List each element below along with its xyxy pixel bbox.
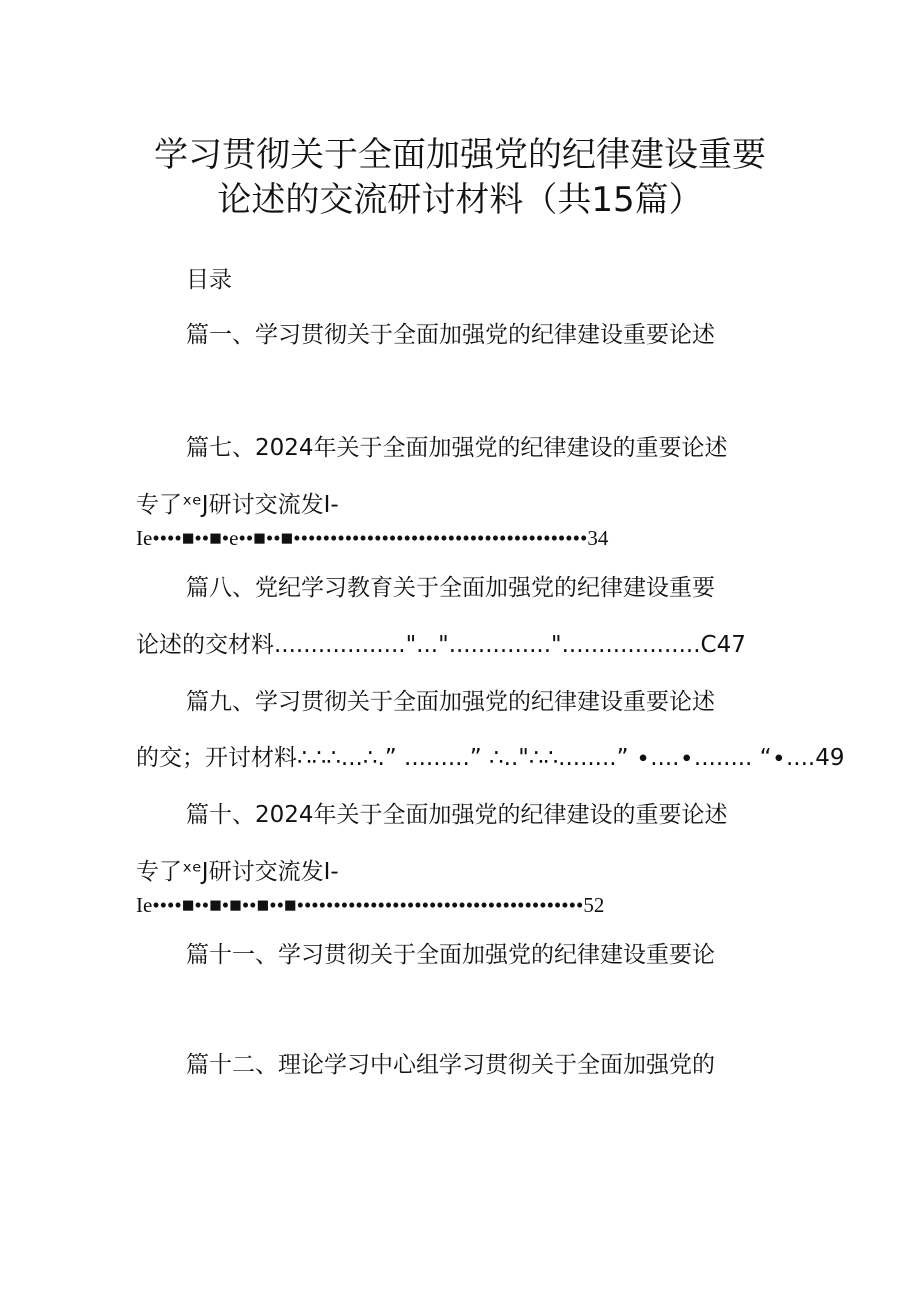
toc-entry: 篇十、2024年关于全面加强党的纪律建设的重要论述 [186, 802, 728, 828]
toc-entry-continuation: 的交；开讨材料∴∴∴...∴.” .........” ∴.."∴∴........” ∙....∙........ “∙....49 [136, 745, 845, 771]
toc-entry: 篇七、2024年关于全面加强党的纪律建设的重要论述 [186, 435, 728, 461]
document-title-line-1: 学习贯彻关于全面加强党的纪律建设重要 [154, 135, 766, 175]
toc-entry: 篇八、党纪学习教育关于全面加强党的纪律建设重要 [186, 575, 715, 601]
toc-entry: 篇十二、理论学习中心组学习贯彻关于全面加强党的 [186, 1052, 715, 1078]
toc-entry-leader: Ie••••■••■•■••■••■•••••••••••••••••••••••••••••••••••••••52 [136, 893, 605, 917]
toc-entry-continuation: 专了ˣᵉJ研讨交流发I- [136, 859, 339, 885]
toc-entry: 篇一、学习贯彻关于全面加强党的纪律建设重要论述 [186, 322, 715, 348]
toc-entry-leader: Ie••••■••■•e••■••■••••••••••••••••••••••••••••••••••••••••34 [136, 526, 609, 550]
toc-entry: 篇九、学习贯彻关于全面加强党的纪律建设重要论述 [186, 689, 715, 715]
toc-entry: 篇十一、学习贯彻关于全面加强党的纪律建设重要论 [186, 942, 715, 968]
toc-entry-continuation: 论述的交材料.................."...".............."...................C47 [136, 632, 746, 658]
document-title-line-2: 论述的交流研讨材料（共15篇） [217, 180, 703, 220]
toc-entry-continuation: 专了ˣᵉJ研讨交流发I- [136, 492, 339, 518]
toc-heading: 目录 [186, 267, 232, 293]
